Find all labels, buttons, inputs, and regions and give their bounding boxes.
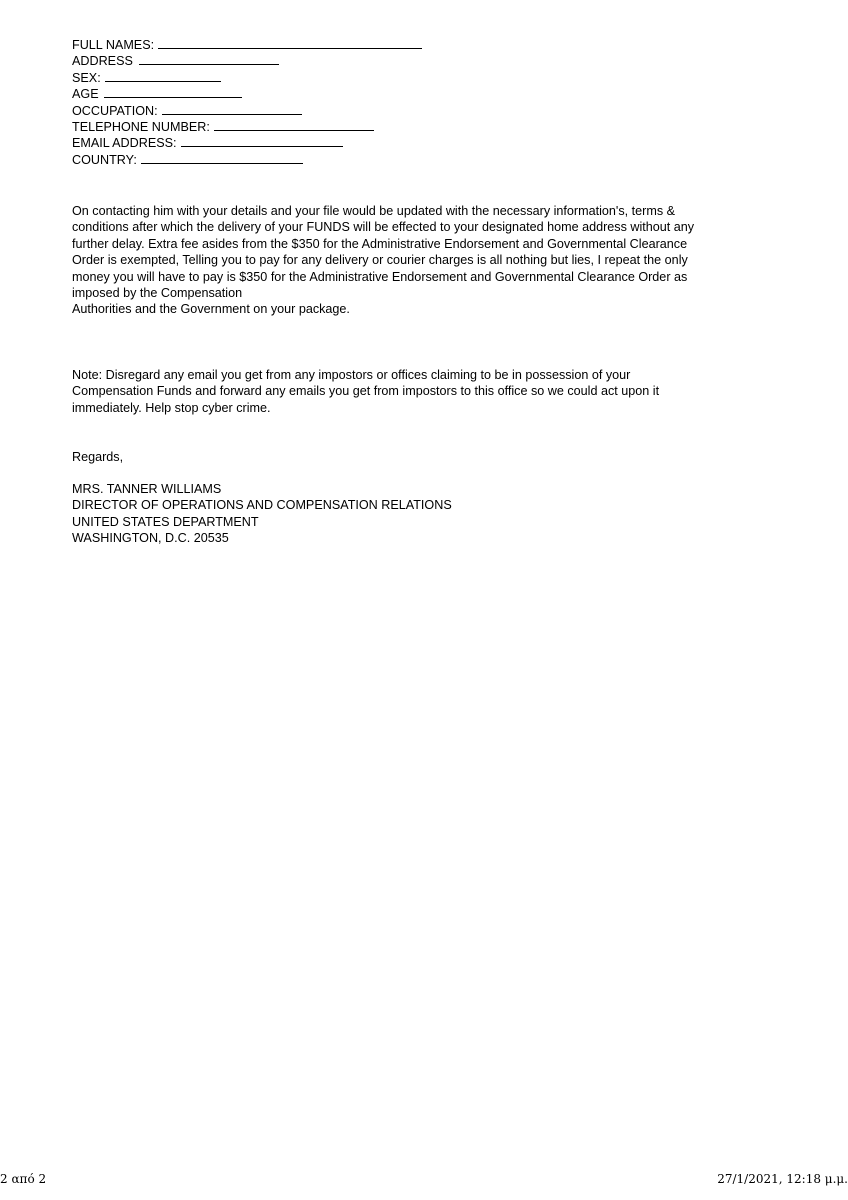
paragraph-line: imposed by the Compensation [72,286,243,301]
sex-blank [105,70,221,82]
form-line-sex [72,70,772,86]
details-form [72,37,772,168]
country-blank [141,152,303,164]
country-label: COUNTRY: [72,152,137,167]
full-names-blank [158,37,422,49]
address-blank [139,53,279,65]
age-label: AGE [72,87,99,102]
form-line-telephone [72,119,772,135]
regards-text [72,449,772,465]
note-paragraph [72,367,772,416]
signatory-title: DIRECTOR OF OPERATIONS AND COMPENSATION RELATIONS [72,498,452,513]
instructions-paragraph [72,203,772,318]
signatory-name: MRS. TANNER WILLIAMS [72,482,222,496]
paragraph-line: conditions after which the delivery of your FUNDS will be effected to your designated home address without any [72,220,695,235]
sex-label: SEX: [72,70,101,85]
form-line-email [72,135,772,151]
occupation-blank [162,103,302,115]
note-line: Note: Disregard any email you get from any impostors or offices claiming to be in possession of your [72,368,631,382]
note-line: immediately. Help stop cyber crime. [72,400,271,415]
page-indicator: 2 από 2 [0,1172,47,1186]
regards-line: Regards, [72,450,124,464]
full-names-label: FULL NAMES: [72,38,155,52]
form-line-age [72,86,772,102]
signatory-location: WASHINGTON, D.C. 20535 [72,531,229,546]
paragraph-line: further delay. Extra fee asides from the $350 for the Administrative Endorsement and Governmental Clearance [72,236,688,251]
telephone-blank [214,119,374,131]
paragraph-line: Order is exempted, Telling you to pay for any delivery or courier charges is all nothing but lies, I repeat the only [72,253,688,268]
signatory-department: UNITED STATES DEPARTMENT [72,514,259,529]
form-line-full-names [72,37,772,53]
form-line-address [72,53,772,69]
telephone-label: TELEPHONE NUMBER: [72,119,210,134]
form-line-occupation [72,103,772,119]
print-timestamp: 27/1/2021, 12:18 μ.μ. [717,1172,848,1186]
email-blank [181,135,343,147]
signature-block [72,481,772,547]
age-blank [104,86,242,98]
email-label: EMAIL ADDRESS: [72,136,177,151]
address-label: ADDRESS [72,54,133,69]
paragraph-line: On contacting him with your details and your file would be updated with the necessary information's, terms & [72,204,676,218]
note-line: Compensation Funds and forward any emails you get from impostors to this office so we could act upon it [72,384,660,399]
form-line-country [72,152,772,168]
paragraph-line: money you will have to pay is $350 for the Administrative Endorsement and Governmental Clearance Order as [72,269,688,284]
paragraph-line: Authorities and the Government on your package. [72,302,350,317]
occupation-label: OCCUPATION: [72,103,158,118]
